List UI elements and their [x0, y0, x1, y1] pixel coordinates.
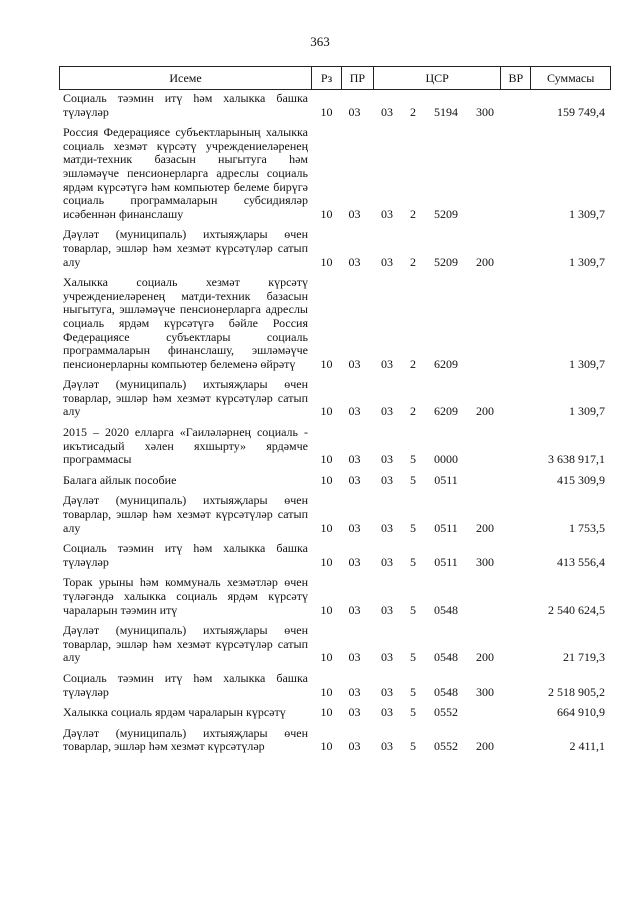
row-csr-part2: 5: [410, 705, 416, 720]
row-sum: 415 309,9: [557, 472, 605, 487]
table-row: [63, 727, 605, 754]
row-name: Халыкка социаль ярдәм чараларын күрсәтү: [63, 705, 286, 720]
row-name: Дәүләт (муниципаль) ихтыяҗлары өчен товарлар, эшләр һәм хезмәт күрсәтүләр сатып алу: [63, 227, 308, 269]
table-row: [63, 576, 605, 617]
row-sum: 2 411,1: [569, 739, 605, 754]
row-csr-part3: 0548: [434, 650, 458, 665]
row-csr-part3: 0548: [434, 684, 458, 699]
row-rz: 10: [320, 520, 333, 535]
header-vr: ВР: [501, 67, 531, 89]
row-pr: 03: [348, 520, 361, 535]
row-pr: 03: [348, 452, 361, 467]
row-csr-part3: 6209: [434, 404, 458, 419]
row-vr: 300: [476, 104, 494, 119]
row-csr-part3: 0000: [434, 452, 458, 467]
row-rz: 10: [320, 705, 333, 720]
table-row: [63, 672, 605, 699]
row-sum: 21 719,3: [563, 650, 605, 665]
row-sum: 1 309,7: [569, 254, 605, 269]
row-pr: 03: [348, 254, 361, 269]
row-csr-part3: 0548: [434, 602, 458, 617]
row-name: Дәүләт (муниципаль) ихтыяҗлары өчен товарлар, эшләр һәм хезмәт күрсәтүләр сатып алу: [63, 623, 308, 665]
row-csr-part2: 2: [410, 254, 416, 269]
row-csr-part2: 5: [410, 520, 416, 535]
row-csr-part3: 0511: [434, 554, 458, 569]
row-csr-part1: 03: [381, 554, 393, 569]
row-csr-part1: 03: [381, 206, 393, 221]
row-sum: 413 556,4: [557, 554, 605, 569]
table-row: [63, 542, 605, 569]
row-name: Торак урыны һәм коммуналь хезмәтләр өчен түләгәндә халыкка социаль ярдәм күрсәтү чараларын тәэмин итү: [63, 575, 308, 617]
row-rz: 10: [320, 602, 333, 617]
row-csr-part3: 5209: [434, 206, 458, 221]
row-pr: 03: [348, 684, 361, 699]
row-csr-part3: 0511: [434, 520, 458, 535]
table-row: [63, 92, 605, 119]
row-csr-part3: 6209: [434, 356, 458, 371]
row-name: Россия Федерациясе субъектларының халыкка социаль хезмәт күрсәтү учреждениеләренең матди-техник базасын ныгытуга һәм эшләмәүче пенсионерларга адреслы социаль ярдәм күрсәтүгә һәм компьютер белеме бирүгә социаль программаларын субсидияләр исәбеннән финанслашу: [63, 125, 308, 221]
row-csr-part2: 5: [410, 739, 416, 754]
row-vr: 200: [476, 404, 494, 419]
row-vr: 300: [476, 684, 494, 699]
header-rz: Рз: [312, 67, 342, 89]
row-csr-part1: 03: [381, 602, 393, 617]
row-sum: 1 309,7: [569, 404, 605, 419]
row-csr-part3: 0552: [434, 739, 458, 754]
row-rz: 10: [320, 404, 333, 419]
row-rz: 10: [320, 739, 333, 754]
row-csr-part2: 5: [410, 554, 416, 569]
row-csr-part2: 2: [410, 206, 416, 221]
row-pr: 03: [348, 705, 361, 720]
row-pr: 03: [348, 472, 361, 487]
row-vr: 300: [476, 554, 494, 569]
row-csr-part1: 03: [381, 684, 393, 699]
row-rz: 10: [320, 472, 333, 487]
row-pr: 03: [348, 650, 361, 665]
row-sum: 2 518 905,2: [548, 684, 605, 699]
row-name: Дәүләт (муниципаль) ихтыяҗлары өчен товарлар, эшләр һәм хезмәт күрсәтүләр: [63, 725, 308, 754]
row-name: Социаль тәэмин итү һәм халыкка башка түләүләр: [63, 91, 308, 119]
row-rz: 10: [320, 104, 333, 119]
row-csr-part2: 2: [410, 104, 416, 119]
row-rz: 10: [320, 452, 333, 467]
row-csr-part1: 03: [381, 650, 393, 665]
table-row: [63, 378, 605, 419]
row-csr-part3: 5194: [434, 104, 458, 119]
header-pr: ПР: [342, 67, 374, 89]
row-name: 2015 – 2020 елларга «Гаиләләрнең социаль - икътисадый хәлен яхшырту» ярдәмче программасы: [63, 425, 308, 467]
header-sum: Суммасы: [546, 70, 595, 85]
row-csr-part1: 03: [381, 404, 393, 419]
row-sum: 2 540 624,5: [548, 602, 605, 617]
row-csr-part1: 03: [381, 739, 393, 754]
row-csr-part3: 0552: [434, 705, 458, 720]
table-row: [63, 228, 605, 269]
row-csr-part1: 03: [381, 254, 393, 269]
table-row: [63, 624, 605, 665]
row-csr-part1: 03: [381, 705, 393, 720]
header-name: Исеме: [60, 67, 312, 89]
row-pr: 03: [348, 602, 361, 617]
row-name: Социаль тәэмин итү һәм халыкка башка түләүләр: [63, 541, 308, 569]
row-csr-part2: 5: [410, 650, 416, 665]
row-rz: 10: [320, 356, 333, 371]
row-name: Социаль тәэмин итү һәм халыкка башка түләүләр: [63, 670, 308, 699]
row-sum: 664 910,9: [557, 705, 605, 720]
row-csr-part1: 03: [381, 472, 393, 487]
row-vr: 200: [476, 254, 494, 269]
row-vr: 200: [476, 520, 494, 535]
row-pr: 03: [348, 206, 361, 221]
row-csr-part3: 0511: [434, 472, 458, 487]
row-csr-part3: 5209: [434, 254, 458, 269]
row-csr-part2: 2: [410, 404, 416, 419]
row-vr: 200: [476, 650, 494, 665]
row-pr: 03: [348, 104, 361, 119]
row-sum: 159 749,4: [557, 104, 605, 119]
row-vr: 200: [476, 739, 494, 754]
row-sum: 3 638 917,1: [548, 452, 605, 467]
row-csr-part1: 03: [381, 520, 393, 535]
row-rz: 10: [320, 206, 333, 221]
row-csr-part1: 03: [381, 452, 393, 467]
row-rz: 10: [320, 650, 333, 665]
table-row: [63, 474, 605, 488]
row-name: Дәүләт (муниципаль) ихтыяҗлары өчен товарлар, эшләр һәм хезмәт күрсәтүләр сатып алу: [63, 493, 308, 535]
row-csr-part2: 2: [410, 356, 416, 371]
table-row: [63, 426, 605, 467]
table-body: [63, 92, 605, 761]
table-row: [63, 494, 605, 535]
row-sum: 1 309,7: [569, 356, 605, 371]
page-number: 363: [310, 34, 330, 49]
table-row: [63, 276, 605, 371]
row-pr: 03: [348, 356, 361, 371]
header-csr: ЦСР: [374, 67, 502, 89]
row-csr-part1: 03: [381, 356, 393, 371]
row-pr: 03: [348, 554, 361, 569]
table-row: [63, 126, 605, 221]
row-sum: 1 309,7: [569, 206, 605, 221]
row-name: Халыкка социаль хезмәт күрсәтү учреждениеләренең матди-техник базасын ныгытуга, эшләмәүче пенсионерларга адреслы социаль ярдәм күрсәтүгә бәйле Россия Федерациясе субъектлары социаль программаларын финанслашу, эшләмәүче пенсионерларны компьютер белеменә өйрәтү: [63, 275, 308, 371]
row-csr-part2: 5: [410, 602, 416, 617]
row-name: Дәүләт (муниципаль) ихтыяҗлары өчен товарлар, эшләр һәм хезмәт күрсәтүләр сатып алу: [63, 377, 308, 419]
row-rz: 10: [320, 254, 333, 269]
row-rz: 10: [320, 684, 333, 699]
row-rz: 10: [320, 554, 333, 569]
row-name: Балага айлык пособие: [63, 472, 177, 487]
row-csr-part2: 5: [410, 452, 416, 467]
row-pr: 03: [348, 404, 361, 419]
table-header: [59, 66, 611, 90]
row-sum: 1 753,5: [569, 520, 605, 535]
row-csr-part2: 5: [410, 472, 416, 487]
table-row: [63, 706, 605, 720]
row-csr-part1: 03: [381, 104, 393, 119]
row-csr-part2: 5: [410, 684, 416, 699]
row-pr: 03: [348, 739, 361, 754]
